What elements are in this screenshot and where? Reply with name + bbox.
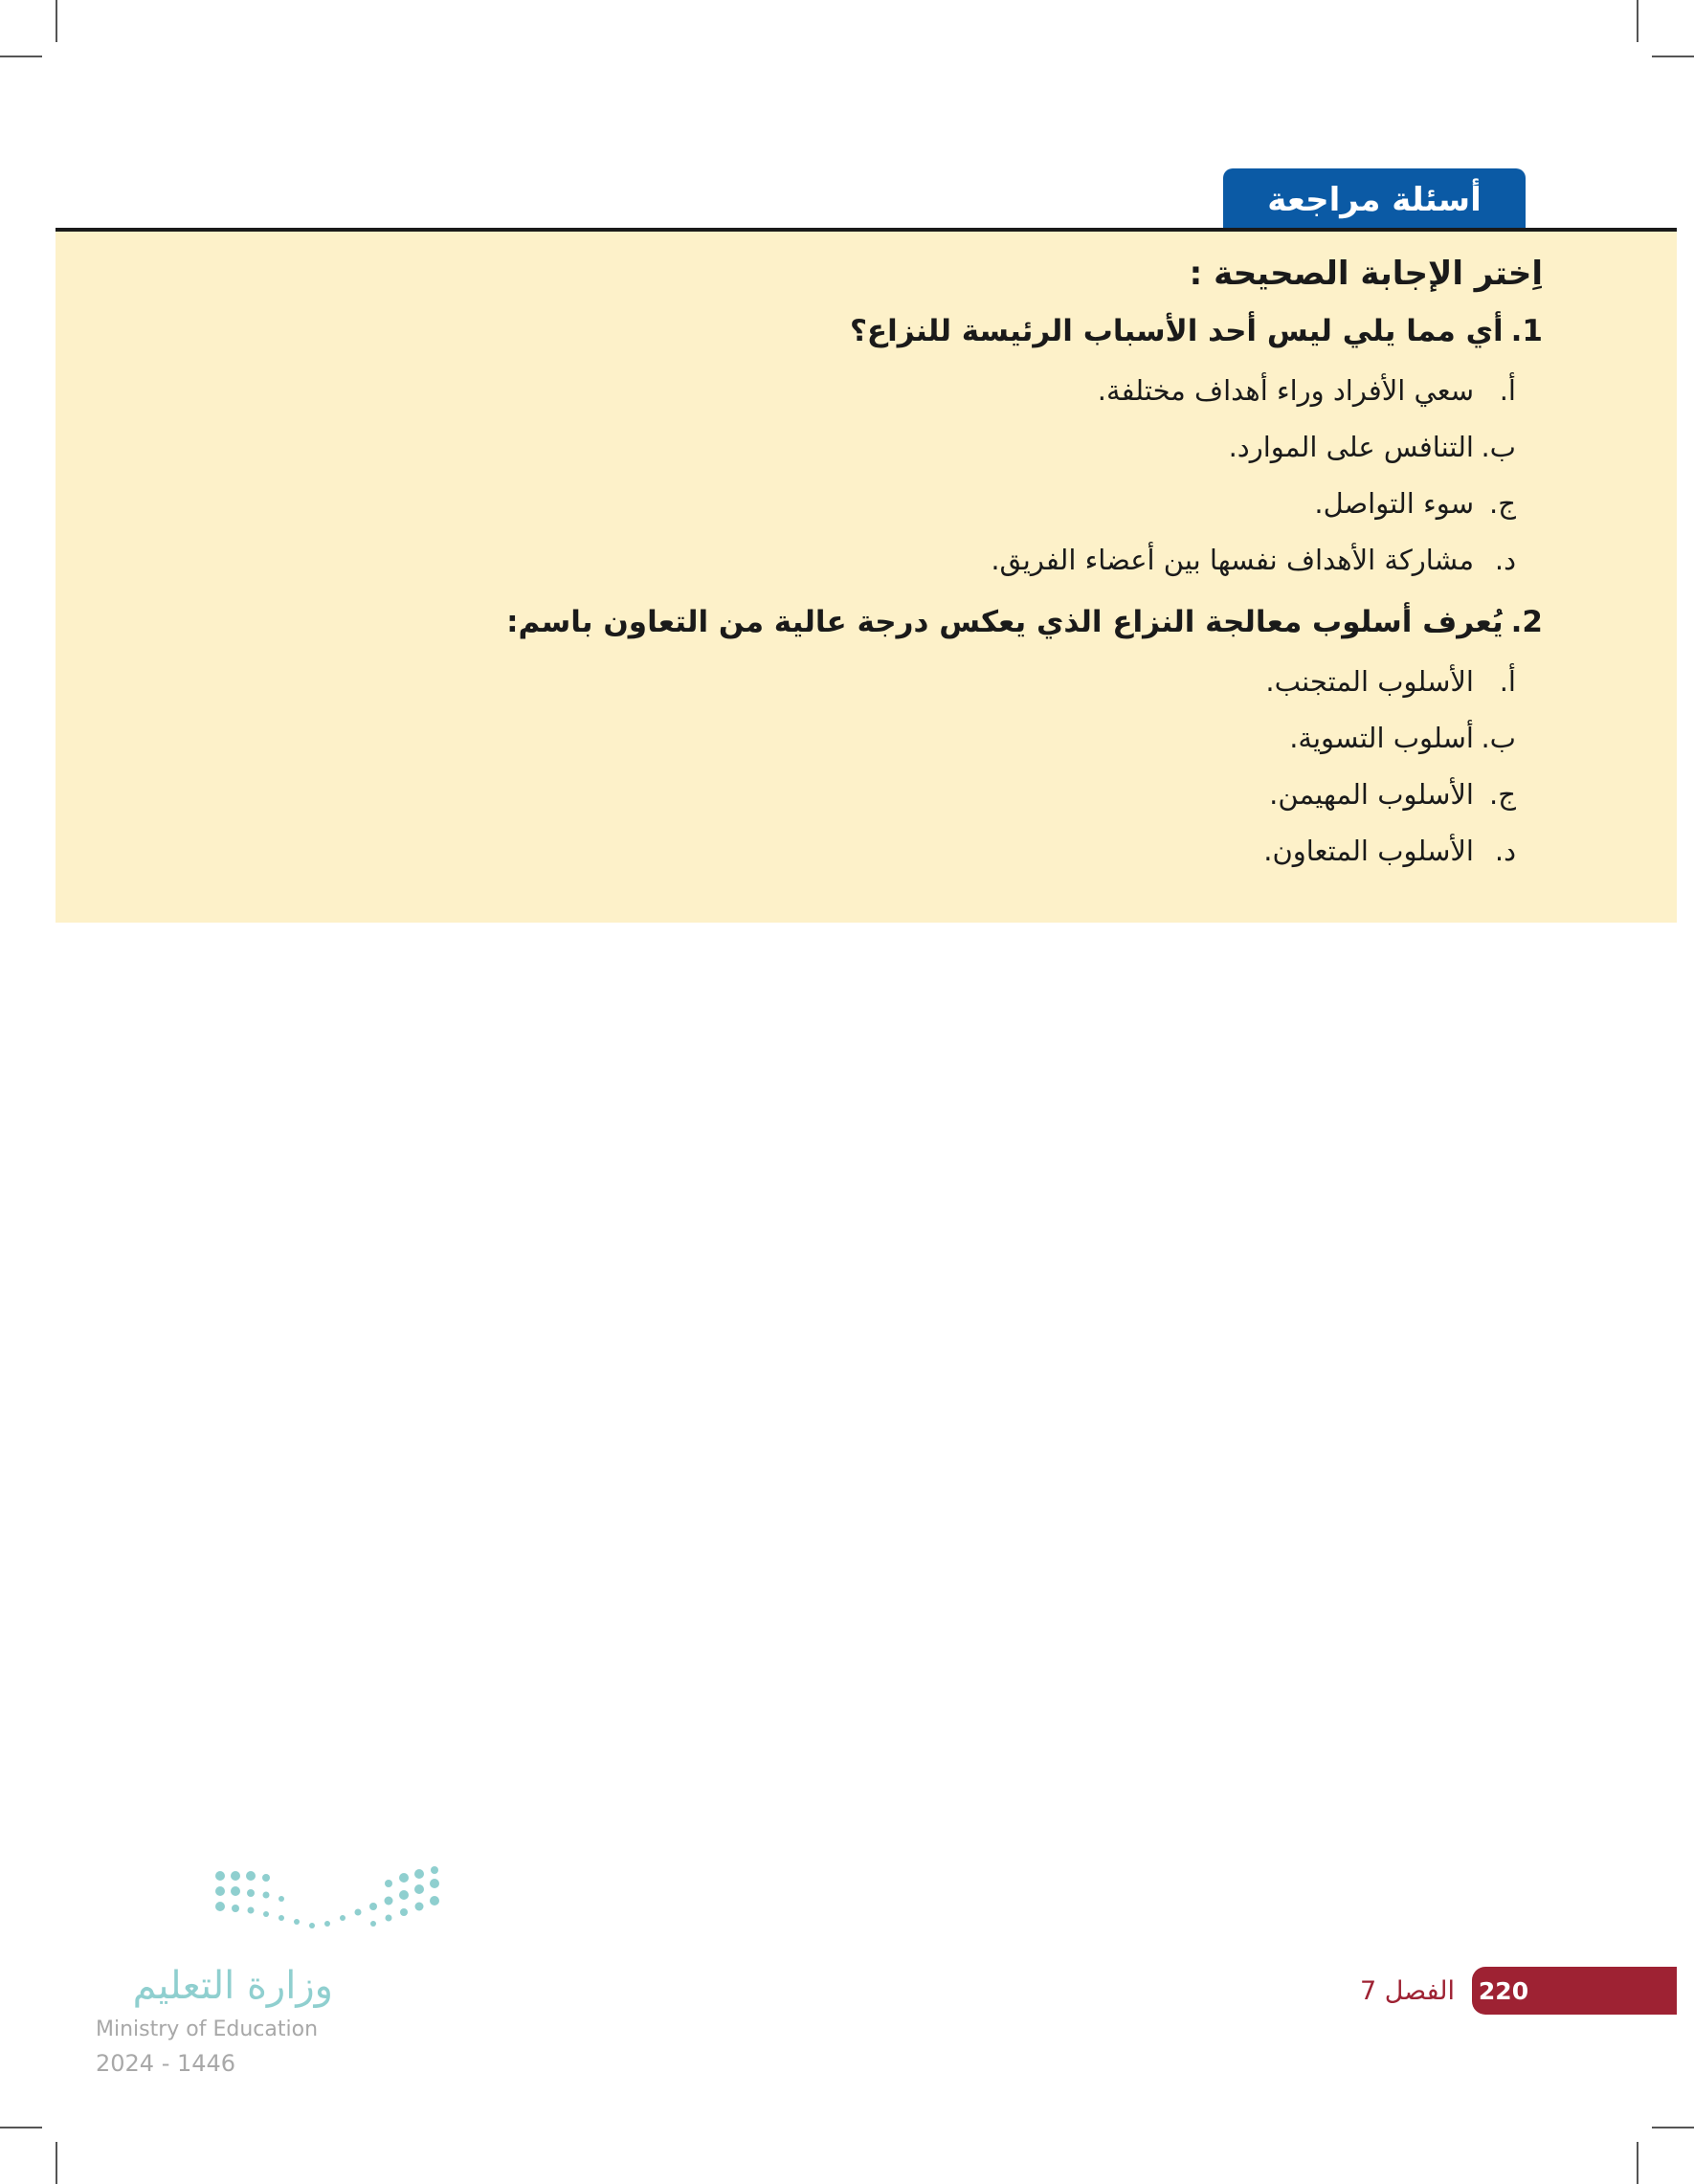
option-letter: أ. (1499, 664, 1516, 698)
option-letter: ج. (1489, 777, 1516, 811)
option-text: أسلوب التسوية. (1289, 721, 1474, 754)
option-letter: د. (1494, 834, 1516, 867)
option-item[interactable] (203, 653, 1516, 709)
crop-mark (1652, 2127, 1694, 2128)
ministry-logo-dots-icon (211, 1866, 450, 1947)
option-item[interactable] (203, 418, 1516, 475)
edition-year: 2024 - 1446 (96, 2050, 236, 2077)
crop-mark (56, 0, 57, 42)
option-text: الأسلوب المهيمن. (1269, 777, 1474, 811)
question-2-options (203, 653, 1543, 879)
option-item[interactable] (203, 531, 1516, 588)
crop-mark (1652, 56, 1694, 57)
option-letter: ب. (1481, 430, 1516, 463)
option-text: سعي الأفراد وراء أهداف مختلفة. (1097, 373, 1474, 407)
option-text: الأسلوب المتجنب. (1265, 664, 1474, 698)
crop-mark (1637, 0, 1638, 42)
option-letter: ج. (1489, 486, 1516, 520)
page-number: 220 (1478, 1976, 1529, 2005)
instruction-text: اِختر الإجابة الصحيحة : (1189, 255, 1543, 293)
question-text: أي مما يلي ليس أحد الأسباب الرئيسة للنزاع؟ (849, 314, 1504, 348)
panel-content (203, 253, 1543, 892)
option-item[interactable] (203, 475, 1516, 531)
option-text: التنافس على الموارد. (1228, 430, 1474, 463)
chapter-label: الفصل 7 (1359, 1975, 1455, 2006)
ministry-name-arabic: وزارة التعليم (132, 1964, 333, 2008)
question-number: 2. (1510, 605, 1543, 639)
ministry-name-english: Ministry of Education (96, 2017, 319, 2041)
question-1-options (203, 362, 1543, 588)
review-questions-panel (56, 232, 1677, 923)
question-2 (203, 601, 1543, 643)
option-text: سوء التواصل. (1314, 486, 1474, 520)
question-text: يُعرف أسلوب معالجة النزاع الذي يعكس درجة عالية من التعاون باسم: (506, 605, 1504, 639)
question-1 (203, 310, 1543, 352)
option-item[interactable] (203, 709, 1516, 766)
crop-mark (0, 2127, 42, 2128)
crop-mark (1637, 2142, 1638, 2184)
crop-mark (0, 56, 42, 57)
option-text: الأسلوب المتعاون. (1263, 834, 1474, 867)
option-letter: ب. (1481, 721, 1516, 754)
option-letter: أ. (1499, 373, 1516, 407)
option-item[interactable] (203, 362, 1516, 418)
option-letter: د. (1494, 543, 1516, 576)
option-item[interactable] (203, 766, 1516, 822)
section-title: أسئلة مراجعة (1223, 168, 1526, 232)
question-number: 1. (1510, 314, 1543, 348)
crop-mark (56, 2142, 57, 2184)
option-item[interactable] (203, 822, 1516, 879)
option-text: مشاركة الأهداف نفسها بين أعضاء الفريق. (991, 543, 1474, 576)
